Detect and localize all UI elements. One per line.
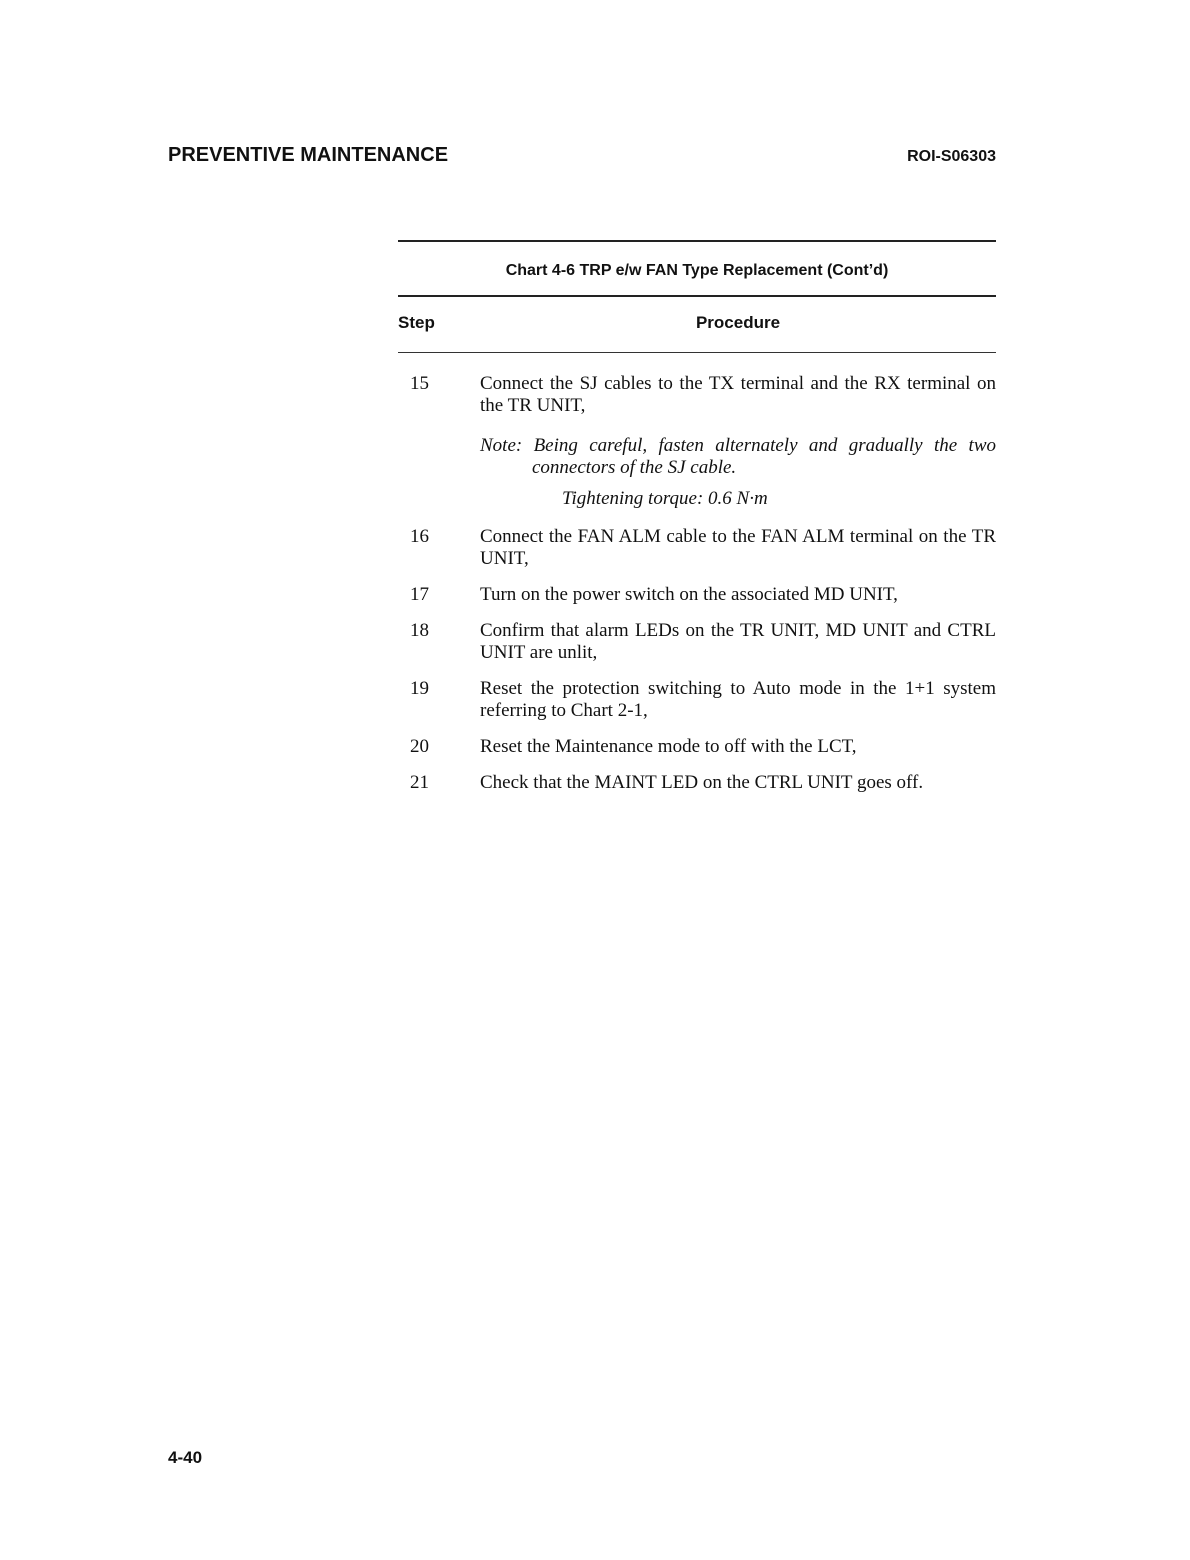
step-list bbox=[398, 353, 996, 794]
procedure-chart bbox=[398, 240, 996, 808]
step-text: Connect the SJ cables to the TX terminal and the RX terminal on the TR UNIT, bbox=[480, 373, 996, 416]
step-row bbox=[398, 526, 996, 570]
step-number: 17 bbox=[410, 584, 429, 605]
document-number: ROI-S06303 bbox=[907, 148, 996, 165]
step-text: Reset the protection switching to Auto mode in the 1+1 system referring to Chart 2-1, bbox=[480, 678, 996, 721]
step-text: Turn on the power switch on the associated MD UNIT, bbox=[480, 584, 898, 605]
step-row bbox=[398, 736, 996, 758]
step-row bbox=[398, 678, 996, 722]
step-text: Check that the MAINT LED on the CTRL UNIT goes off. bbox=[480, 772, 924, 793]
step-row bbox=[398, 620, 996, 664]
step-row bbox=[398, 584, 996, 606]
step-number: 19 bbox=[410, 678, 429, 699]
step-text: Confirm that alarm LEDs on the TR UNIT, MD UNIT and CTRL UNIT are unlit, bbox=[480, 620, 996, 663]
column-header-step: Step bbox=[398, 313, 435, 332]
step-note bbox=[480, 435, 996, 510]
step-text: Connect the FAN ALM cable to the FAN ALM terminal on the TR UNIT, bbox=[480, 526, 996, 569]
section-title: PREVENTIVE MAINTENANCE bbox=[168, 144, 449, 166]
column-header-procedure: Procedure bbox=[695, 313, 781, 332]
page-header bbox=[168, 144, 996, 170]
column-headers bbox=[398, 297, 996, 352]
step-row bbox=[398, 373, 996, 417]
step-number: 18 bbox=[410, 620, 429, 641]
page-number: 4-40 bbox=[168, 1448, 203, 1467]
chart-title: Chart 4-6 TRP e/w FAN Type Replacement (Cont’d) bbox=[505, 262, 889, 279]
note-torque: Tightening torque: 0.6 N·m bbox=[562, 488, 768, 509]
step-number: 16 bbox=[410, 526, 429, 547]
step-number: 15 bbox=[410, 373, 429, 394]
note-text: Note: Being careful, fasten alternately and gradually the two connectors of the SJ cable. bbox=[480, 435, 996, 478]
step-number: 20 bbox=[410, 736, 429, 757]
step-number: 21 bbox=[410, 772, 429, 793]
step-row bbox=[398, 772, 996, 794]
step-text: Reset the Maintenance mode to off with the LCT, bbox=[480, 736, 857, 757]
